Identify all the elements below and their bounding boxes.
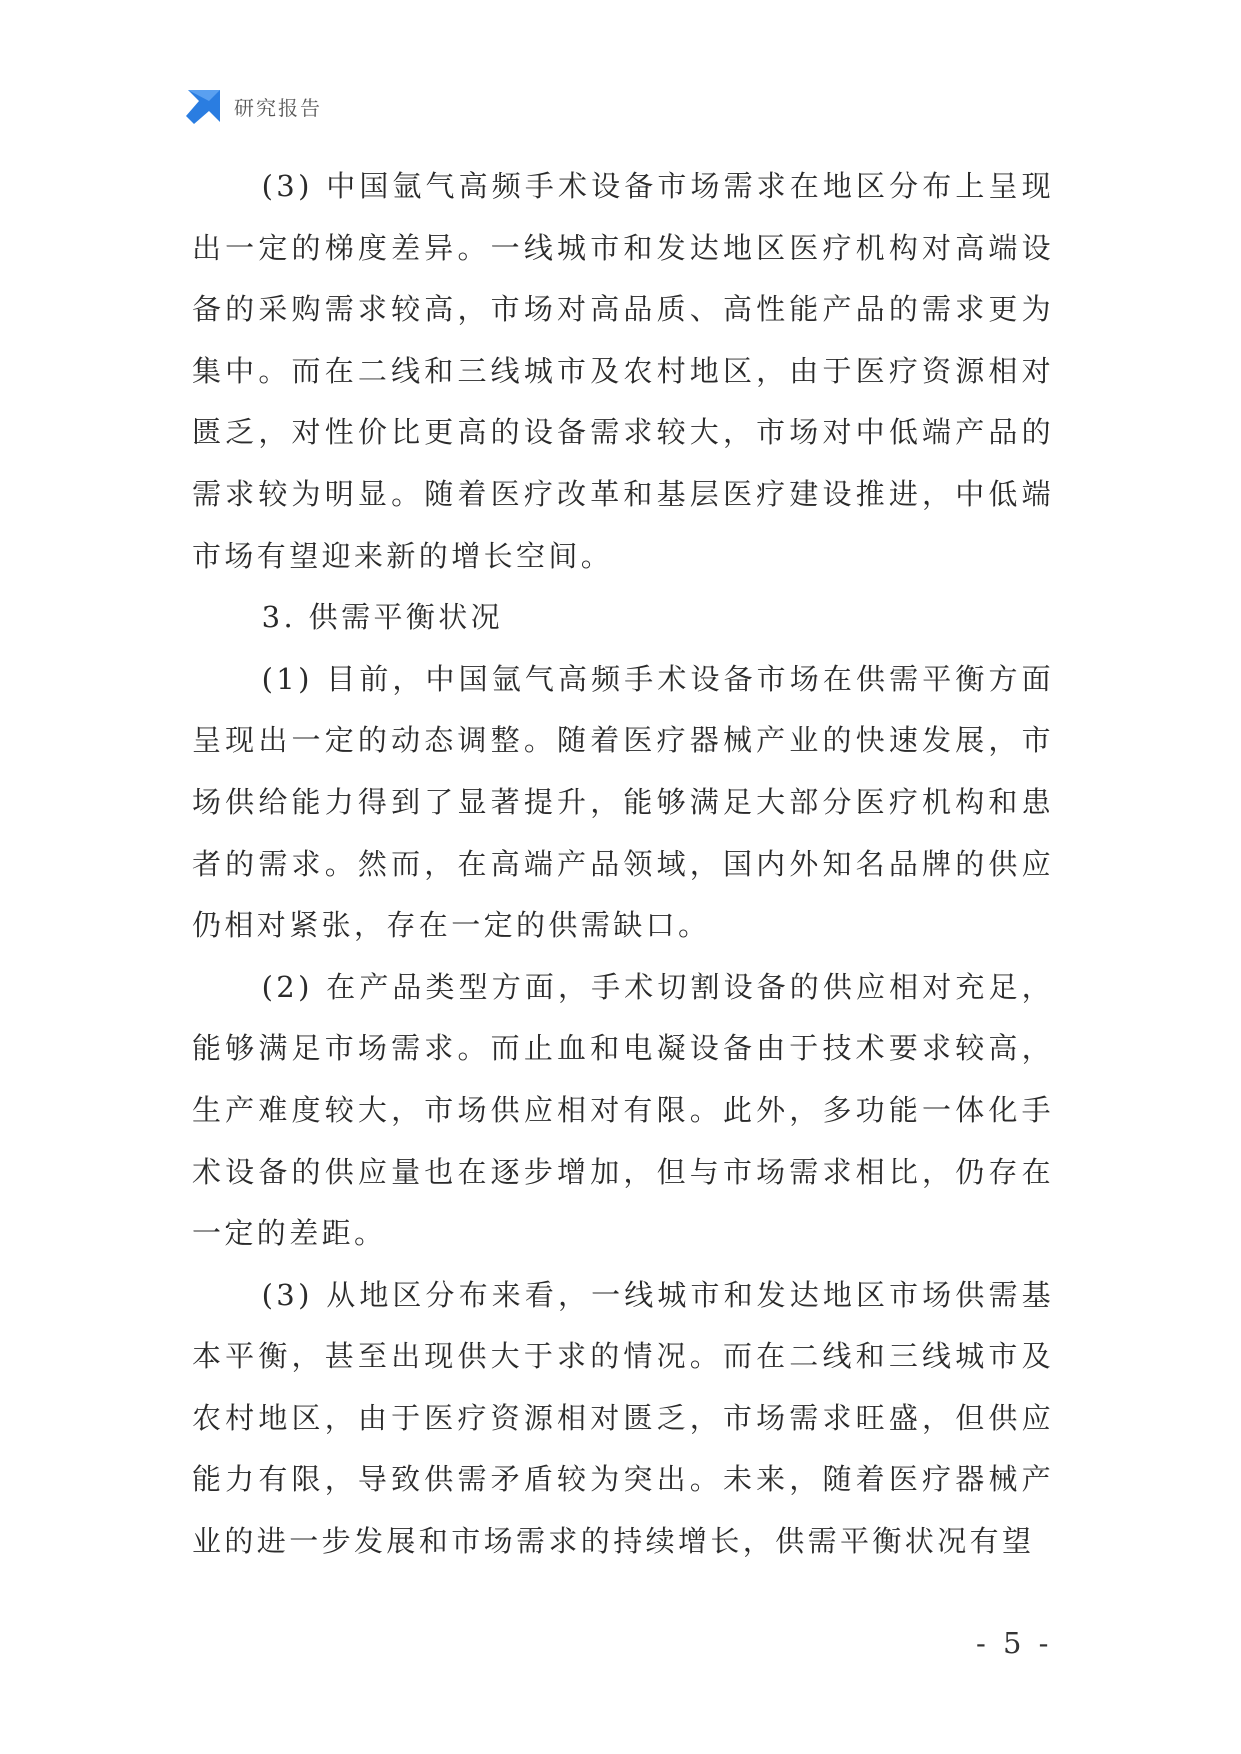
page-number: - 5 - [976, 1626, 1053, 1660]
header-title: 研究报告 [234, 95, 322, 120]
paragraph-supply-demand-2: (2) 在产品类型方面，手术切割设备的供应相对充足，能够满足市场需求。而止血和电凝设备由于技术要求较高，生产难度较大，市场供应相对有限。此外，多功能一体化手术设备的供应量也在逐步增加，但与市场需求相比，仍存在一定的差距。 [192, 969, 1054, 1251]
paragraph-supply-demand-3: (3) 从地区分布来看，一线城市和发达地区市场供需基本平衡，甚至出现供大于求的情况。而在二线和三线城市及农村地区，由于医疗资源相对匮乏，市场需求旺盛，但供应能力有限，导致供需矛盾较为突出。未来，随着医疗器械产业的进一步发展和市场需求的持续增长，供需平衡状况有望 [192, 1277, 1054, 1559]
document-body [192, 156, 1054, 1573]
paragraph-supply-demand-1: (1) 目前，中国氩气高频手术设备市场在供需平衡方面呈现出一定的动态调整。随着医疗器械产业的快速发展，市场供给能力得到了显著提升，能够满足大部分医疗机构和患者的需求。然而，在高端产品领域，国内外知名品牌的供应仍相对紧张，存在一定的供需缺口。 [192, 661, 1054, 943]
arrow-up-right-icon [186, 88, 222, 124]
report-header [186, 88, 322, 124]
paragraph-demand-regional: (3) 中国氩气高频手术设备市场需求在地区分布上呈现出一定的梯度差异。一线城市和发达地区医疗机构对高端设备的采购需求较高，市场对高品质、高性能产品的需求更为集中。而在二线和三线城市及农村地区，由于医疗资源相对匮乏，对性价比更高的设备需求较大，市场对中低端产品的需求较为明显。随着医疗改革和基层医疗建设推进，中低端市场有望迎来新的增长空间。 [192, 169, 1054, 573]
section-heading-supply-demand: 3. 供需平衡状况 [261, 600, 504, 635]
